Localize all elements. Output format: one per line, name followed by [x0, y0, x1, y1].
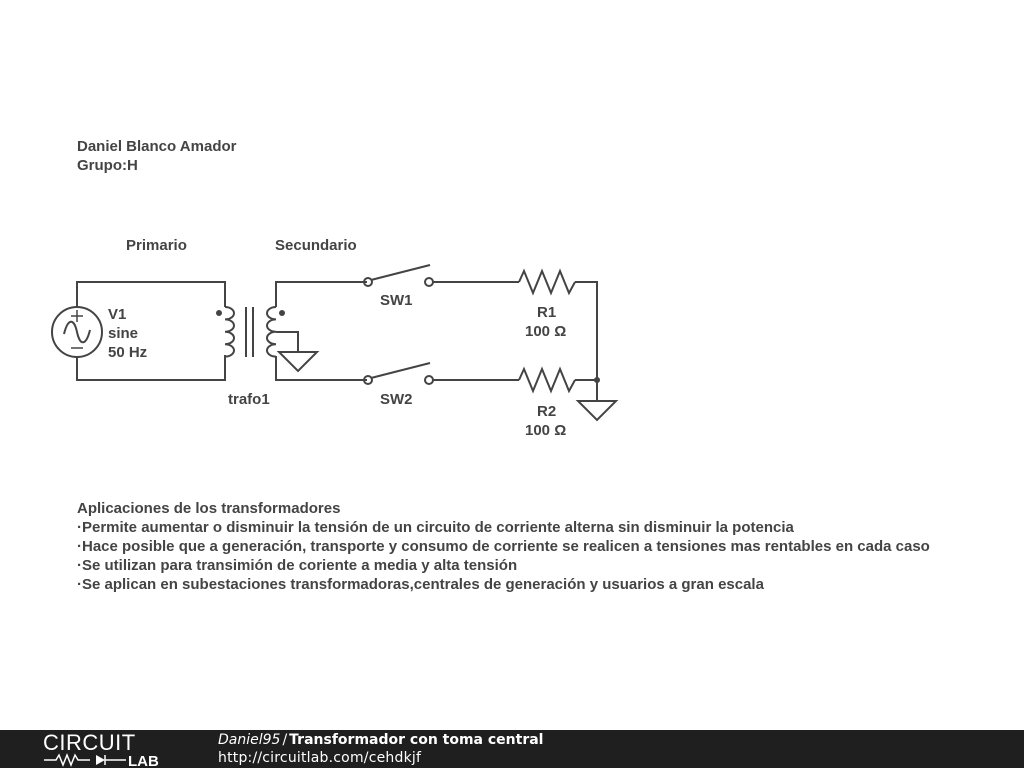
resistor2-name: R2 [537, 403, 557, 420]
note-item: ·Se utilizan para transimión de coriente a media y alta tensión [77, 557, 518, 574]
resistor1-value: 100 Ω [525, 323, 567, 340]
footer-url[interactable]: http://circuitlab.com/cehdkjf [218, 750, 422, 766]
switch1-name: SW1 [380, 292, 413, 309]
footer-author[interactable]: Daniel95 [218, 732, 281, 748]
note-item: ·Permite aumentar o disminuir la tensión de un circuito de corriente alterna sin disminuir la potencia [77, 519, 794, 536]
transformer-name: trafo1 [228, 391, 270, 408]
junction-dot [594, 377, 600, 383]
primary-wires [77, 282, 225, 380]
footer-separator: / [282, 732, 288, 748]
author-name: Daniel Blanco Amador [77, 138, 237, 155]
note-item: ·Se aplican en subestaciones transformadoras,centrales de generación y usuarios a gran escala [77, 576, 764, 593]
secondary-wires [276, 282, 367, 380]
footer-info [218, 731, 543, 767]
switch-sw2[interactable] [364, 363, 433, 384]
footer-bar [0, 730, 1024, 768]
sine-source-v1[interactable] [52, 307, 102, 357]
footer-title: Transformador con toma central [289, 732, 544, 748]
resistor-r2[interactable] [519, 369, 575, 391]
resistor1-name: R1 [537, 304, 557, 321]
source-frequency: 50 Hz [108, 344, 148, 361]
ground-output-icon [578, 401, 616, 420]
primary-polarity-dot [216, 310, 222, 316]
circuitlab-logo[interactable] [42, 730, 182, 768]
ground-center-tap-icon [279, 352, 317, 371]
logo-text-top: CIRCUIT [43, 730, 136, 755]
switch2-name: SW2 [380, 391, 413, 408]
group-label: Grupo:H [77, 157, 138, 174]
primary-label: Primario [126, 237, 187, 254]
logo-diode-icon [96, 755, 105, 765]
switch-sw1[interactable] [364, 265, 433, 286]
transformer-trafo1[interactable] [216, 307, 285, 357]
secondary-label: Secundario [275, 237, 357, 254]
logo-resistor-icon [44, 755, 90, 765]
notes-title: Aplicaciones de los transformadores [77, 500, 341, 517]
logo-text-bottom: LAB [128, 753, 159, 768]
resistor-r1[interactable] [519, 271, 575, 293]
secondary-polarity-dot [279, 310, 285, 316]
source-type: sine [108, 325, 139, 342]
source-name: V1 [108, 306, 127, 323]
resistor2-value: 100 Ω [525, 422, 567, 439]
note-item: ·Hace posible que a generación, transporte y consumo de corriente se realicen a tensiones mas rentables en cada caso [77, 538, 930, 555]
